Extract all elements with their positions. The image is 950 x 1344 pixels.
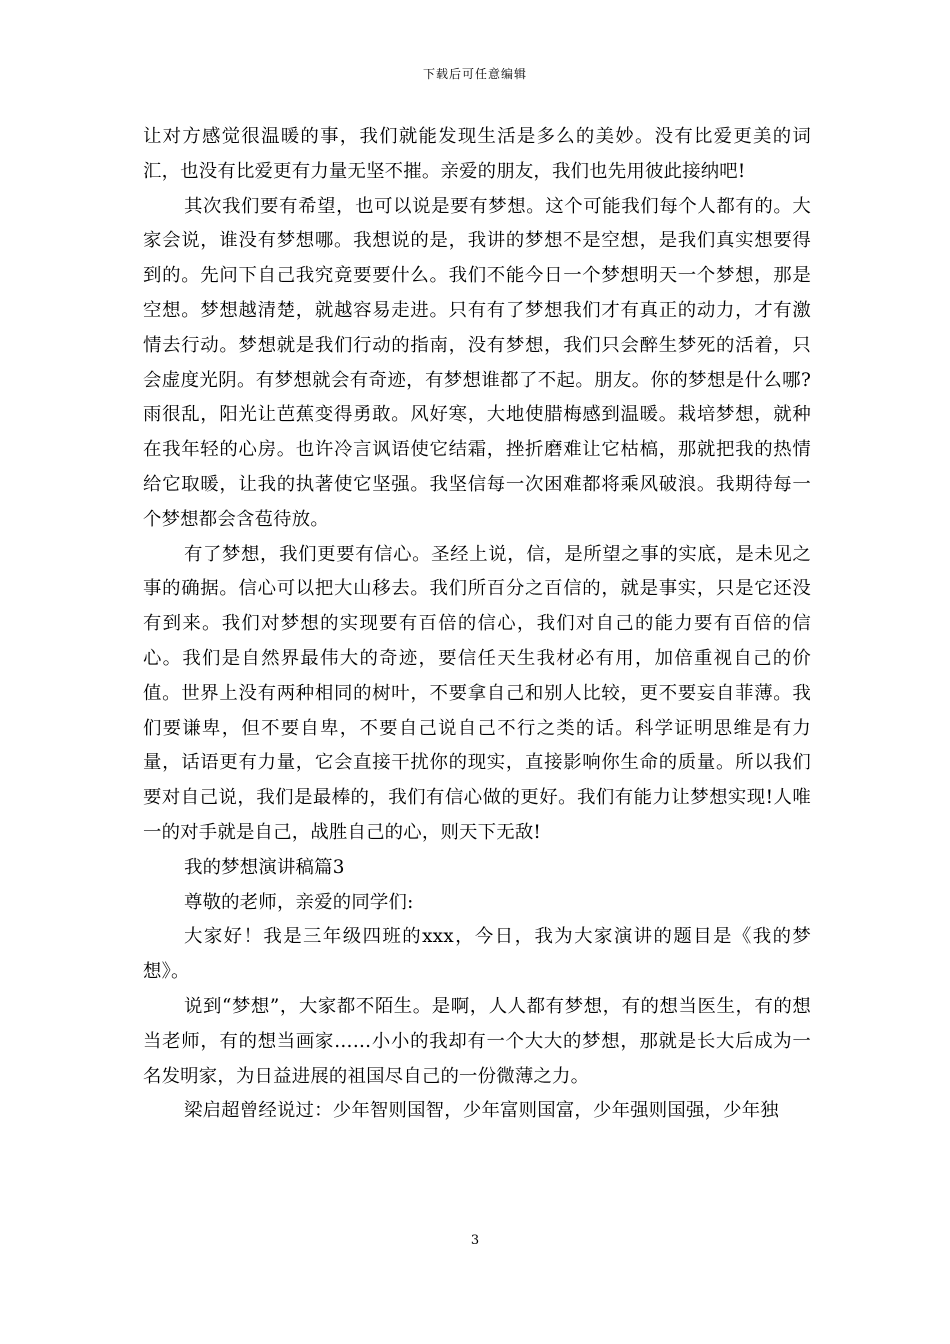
paragraph-3: 有了梦想，我们更要有信心。圣经上说，信，是所望之事的实底，是未见之事的确据。信心可以把大山移去。我们所百分之百信的，就是事实，只是它还没有到来。我们对梦想的实现要有百倍的信心，我们对自己的能力要有百倍的信心。我们是自然界最伟大的奇迹，要信任天生我材必有用，加倍重视自己的价值。世界上没有两种相同的树叶，不要拿自己和别人比较，更不要妄自菲薄。我们要谦卑，但不要自卑，不要自己说自己不行之类的话。科学证明思维是有力量，话语更有力量，它会直接干扰你的现实，直接影响你生命的质量。所以我们要对自己说，我们是最棒的，我们有信心做的更好。我们有能力让梦想实现!人唯一的对手就是自己，战胜自己的心，则天下无敌!	[143, 543, 811, 843]
paragraph-quote: 梁启超曾经说过：少年智则国智，少年富则国富，少年强则国强，少年独	[184, 1100, 779, 1122]
paragraph-dream: 说到“梦想”，大家都不陌生。是啊，人人都有梦想，有的想当医生，有的想当老师，有的想当画家……小小的我却有一个大大的梦想，那就是长大后成为一名发明家，为日益进展的祖国尽自己的一份微薄之力。	[143, 995, 811, 1087]
document-body	[143, 120, 811, 1129]
page-header: 下载后可任意编辑	[422, 67, 527, 81]
paragraph-1: 让对方感觉很温暖的事，我们就能发现生活是多么的美妙。没有比爱更美的词汇，也没有比爱更有力量无坚不摧。亲爱的朋友，我们也先用彼此接纳吧!	[143, 126, 811, 182]
section-heading: 我的梦想演讲稿篇3	[184, 856, 345, 878]
salutation: 尊敬的老师，亲爱的同学们:	[184, 891, 414, 913]
paragraph-greeting: 大家好！我是三年级四班的xxx，今日，我为大家演讲的题目是《我的梦想》。	[143, 926, 811, 983]
page-number: 3	[470, 1233, 480, 1248]
paragraph-2: 其次我们要有希望，也可以说是要有梦想。这个可能我们每个人都有的。大家会说，谁没有梦想哪。我想说的是，我讲的梦想不是空想，是我们真实想要得到的。先问下自己我究竟要要什么。我们不能今日一个梦想明天一个梦想，那是空想。梦想越清楚，就越容易走进。只有有了梦想我们才有真正的动力，才有激情去行动。梦想就是我们行动的指南，没有梦想，我们只会醉生梦死的活着，只会虚度光阴。有梦想就会有奇迹，有梦想谁都了不起。朋友。你的梦想是什么哪?雨很乱，阳光让芭蕉变得勇敢。风好寒，大地使腊梅感到温暖。栽培梦想，就种在我年轻的心房。也许冷言讽语使它结霜，挫折磨难让它枯槁，那就把我的热情给它取暖，让我的执著使它坚强。我坚信每一次困难都将乘风破浪。我期待每一个梦想都会含苞待放。	[143, 195, 811, 530]
